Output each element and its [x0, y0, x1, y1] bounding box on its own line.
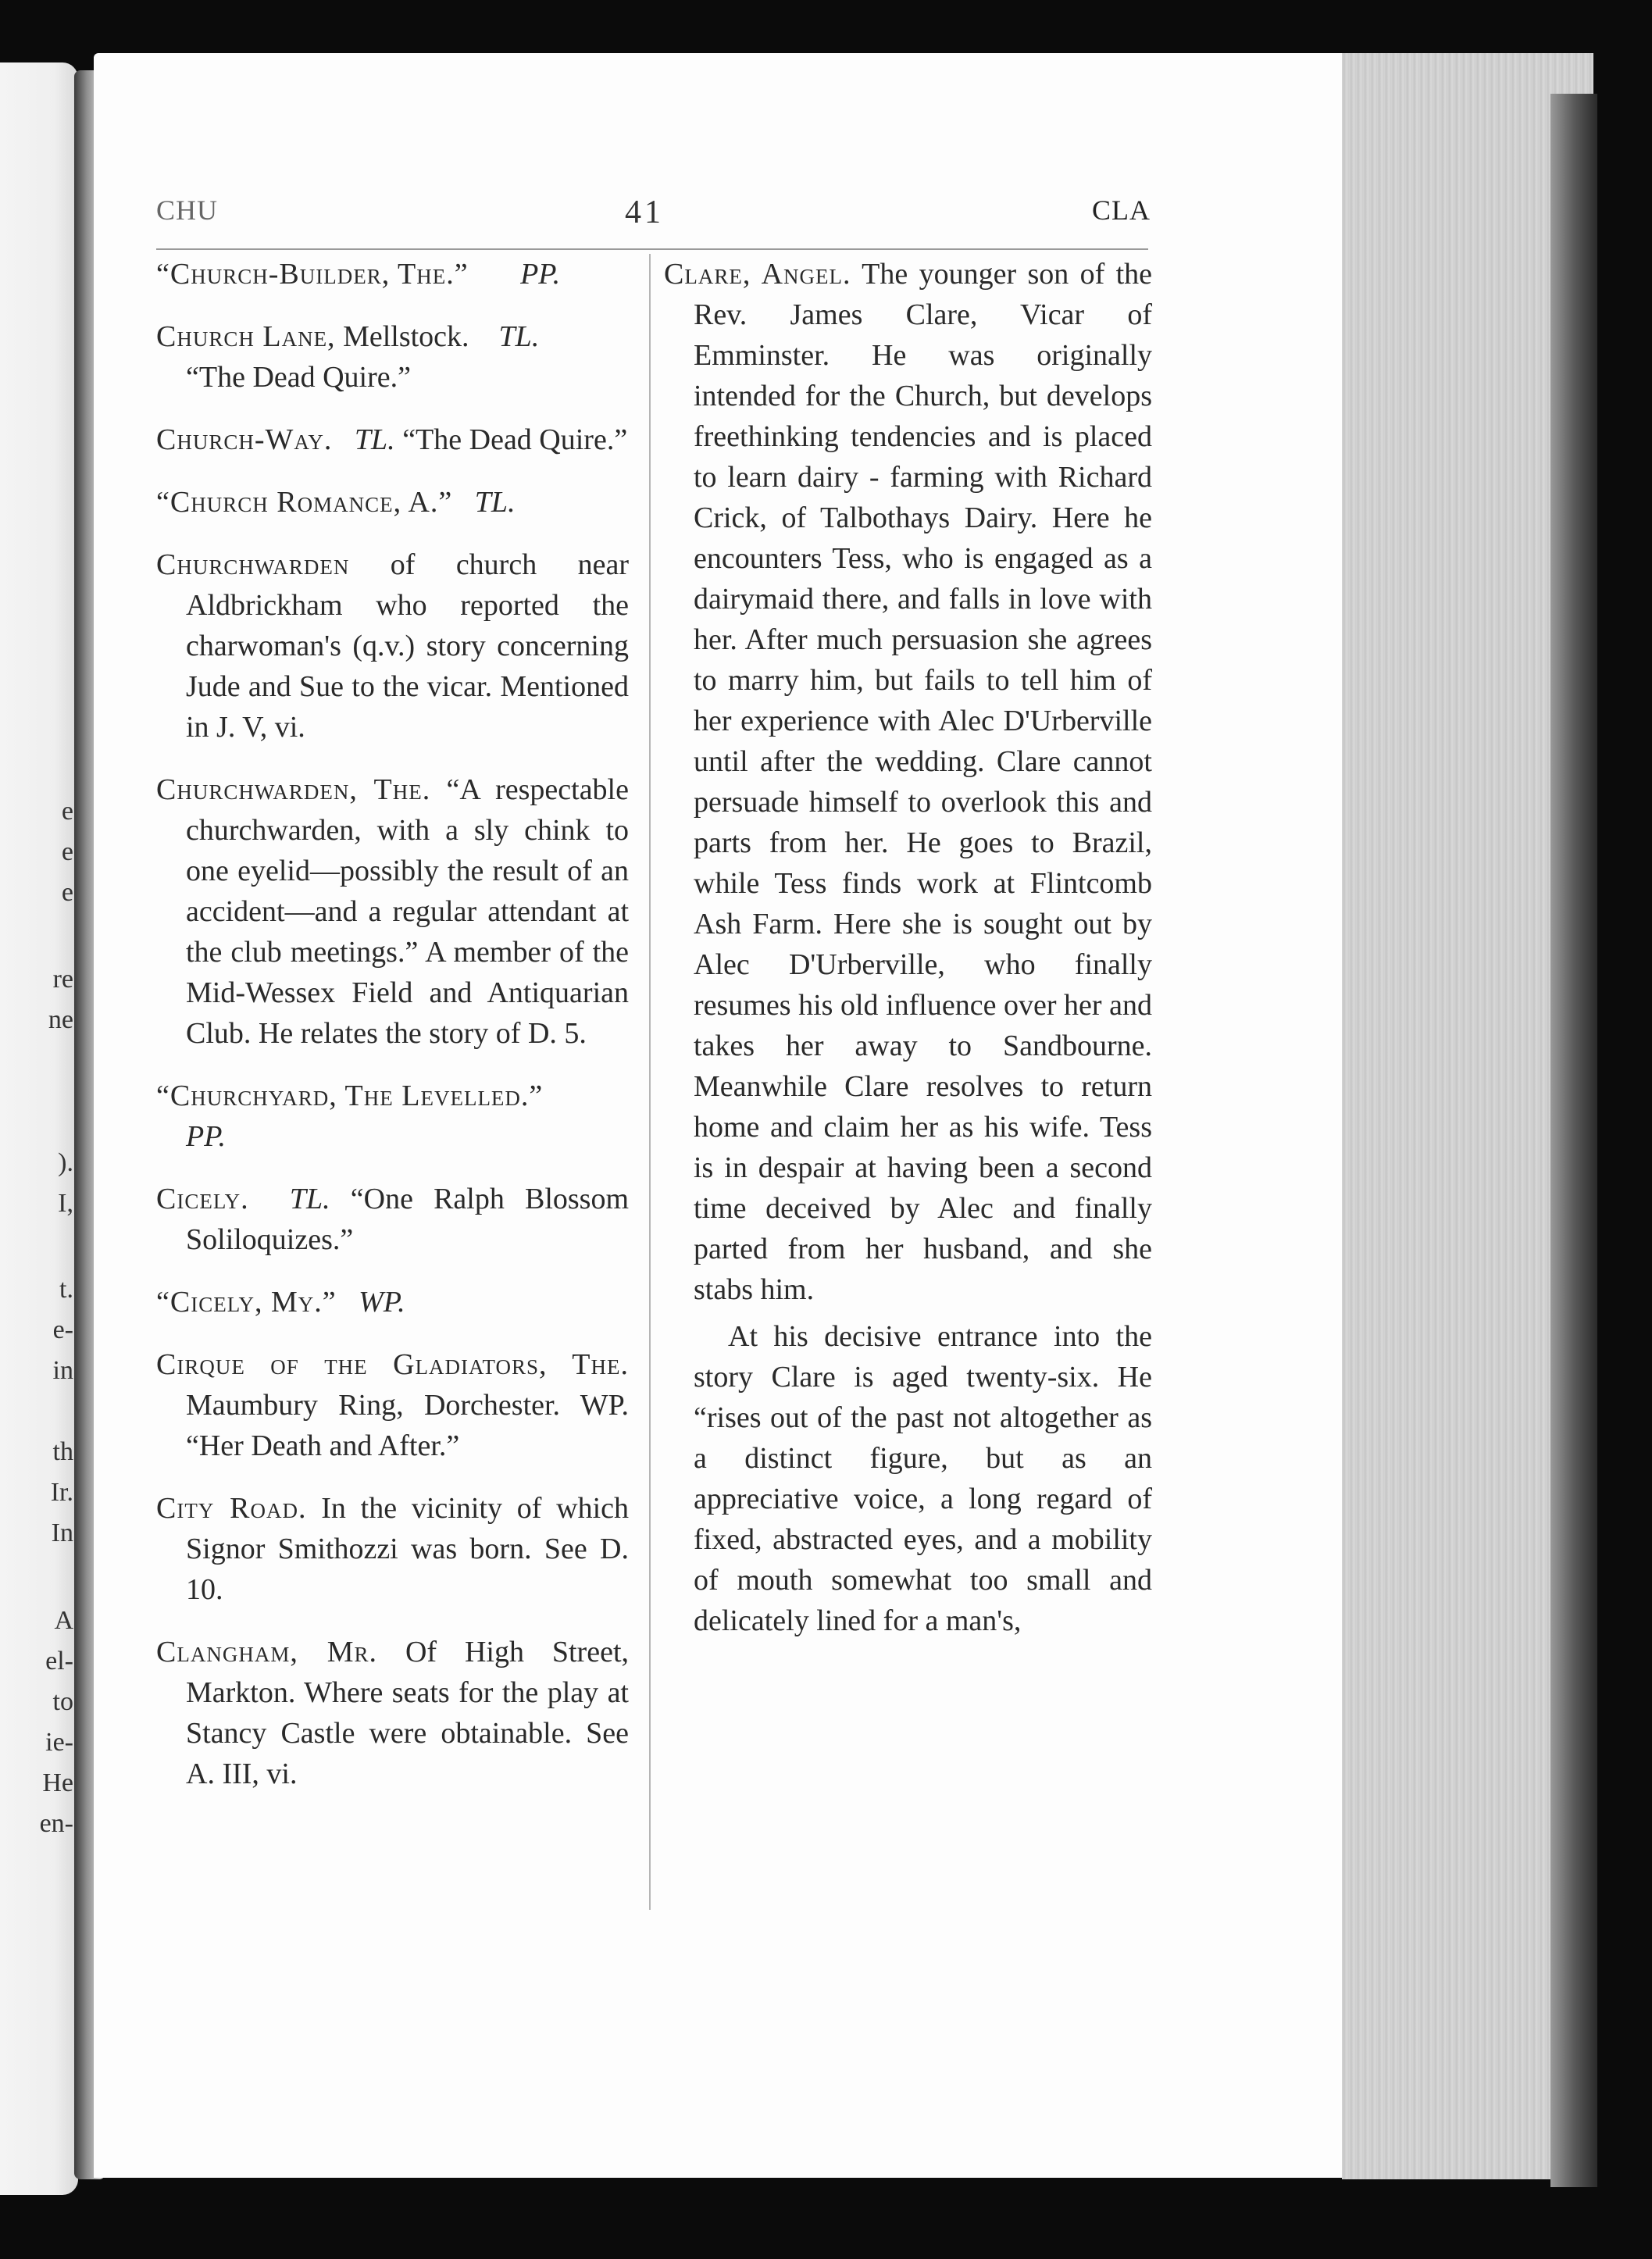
- prev-fragment: el-: [45, 1647, 73, 1676]
- entry-cirque-gladiators: [156, 1344, 629, 1466]
- right-column: [664, 254, 1152, 1641]
- entry-text: “The Dead Quire.”: [402, 423, 628, 456]
- entry-clare-angel-para2: At his decisive entrance into the story Clare is aged twenty-six. He “rises out of the past not altogether as a distinct figure, but as an appreciative voice, a long regard of fixed, abstracted eyes, and a mobility of mouth somewhat too small and delicately lined for a man's,: [694, 1320, 1152, 1637]
- prev-fragment: ie-: [45, 1728, 73, 1757]
- prev-fragment: ).: [58, 1148, 73, 1177]
- entry-ref: PP.: [186, 1120, 227, 1153]
- entry-head: “Cicely, My.”: [156, 1286, 337, 1319]
- previous-page-edge: [0, 62, 78, 2195]
- prev-fragment: th: [52, 1437, 73, 1466]
- entry-text: In the vicinity of which Signor Smithozzi was born. See D. 10.: [186, 1492, 630, 1606]
- prev-fragment: e: [61, 878, 73, 907]
- entry-text: of church near Aldbrickham who reported the charwoman's (q.v.) story concerning Jude and Sue to the vicar. Mentioned in J. V, vi.: [186, 548, 629, 744]
- entry-city-road: [156, 1488, 629, 1610]
- entry-churchwarden: [156, 544, 629, 748]
- prev-fragment: He: [42, 1768, 73, 1797]
- book-cover-edge: [1550, 94, 1597, 2187]
- prev-fragment: to: [52, 1687, 73, 1716]
- entry-head: Clare, Angel.: [664, 258, 851, 291]
- entry-text: “One Ralph Blossom Soliloquizes.”: [186, 1183, 630, 1256]
- entry-church-way: [156, 419, 629, 460]
- entry-head: Church Lane,: [156, 320, 336, 353]
- entry-head: Cicely.: [156, 1183, 249, 1215]
- page-number: 41: [625, 194, 664, 230]
- entry-church-builder: [156, 254, 629, 294]
- entry-head: “Churchyard, The Levelled.”: [156, 1080, 544, 1112]
- prev-fragment: in: [52, 1356, 73, 1385]
- entry-text: “The Dead Quire.”: [186, 361, 412, 394]
- entry-church-romance: [156, 482, 629, 523]
- entry-text: Mellstock.: [343, 320, 469, 353]
- running-head-right: CLA: [1092, 194, 1151, 226]
- entry-cicely-my: [156, 1282, 629, 1322]
- entry-head: Churchwarden: [156, 548, 350, 581]
- entry-ref: TL.: [354, 423, 395, 456]
- prev-fragment: Ir.: [50, 1478, 73, 1507]
- left-column: [156, 254, 629, 1816]
- entry-text: Maumbury Ring, Dorchester. WP. “Her Death and After.”: [186, 1389, 629, 1462]
- entry-head: City Road.: [156, 1492, 307, 1525]
- running-head-left: CHU: [156, 194, 219, 226]
- entry-ref: TL.: [498, 320, 540, 353]
- entry-head: Clangham, Mr.: [156, 1636, 378, 1668]
- entry-churchwarden-the: [156, 769, 629, 1054]
- entry-text: The younger son of the Rev. James Clare, Vicar of Emminster. He was originally intended for the Church, but develops freethinking tendencies and is placed to learn dairy - farming with Richard Crick, of Talbothays Dairy. Here he encounters Tess, who is engaged as a dairymaid there, and falls in love with her. After much persuasion she agrees to marry him, but fails to tell him of her experience with Alec D'Urberville until after the wedding. Clare cannot persuade himself to overlook this and parts from her. He goes to Brazil, while Tess finds work at Flintcomb Ash Farm. Here she is sought out by Alec D'Urberville, who finally resumes his old influence over her and takes her away to Sandbourne. Meanwhile Clare resolves to return home and claim her as his wife. Tess is in despair at having been a second time deceived by Alec and finally parted from her husband, and she stabs him.: [694, 258, 1152, 1306]
- entry-head: “Church Romance, A.”: [156, 486, 453, 519]
- entry-churchyard-levelled: [156, 1076, 629, 1157]
- prev-fragment: I,: [58, 1189, 73, 1218]
- column-rule: [649, 254, 651, 1910]
- prev-fragment: ne: [48, 1005, 73, 1034]
- entry-cicely: [156, 1179, 629, 1260]
- entry-church-lane: [156, 316, 629, 398]
- prev-fragment: A: [54, 1606, 73, 1635]
- prev-fragment: en-: [39, 1809, 73, 1838]
- prev-fragment: re: [52, 965, 73, 994]
- prev-fragment: t.: [59, 1275, 73, 1304]
- prev-fragment: e: [61, 837, 73, 866]
- entry-ref: TL.: [289, 1183, 330, 1215]
- prev-fragment: In: [51, 1518, 73, 1547]
- entry-ref: WP.: [359, 1286, 405, 1319]
- prev-fragment: e: [61, 797, 73, 826]
- entry-clare-angel: [664, 254, 1152, 1310]
- entry-ref: TL.: [474, 486, 516, 519]
- entry-clangham: [156, 1632, 629, 1794]
- prev-fragment: e-: [52, 1315, 73, 1344]
- entry-text: “A respectable churchwarden, with a sly chink to one eyelid—possibly the result of an accident—and a regular attendant at the club meetings.” A member of the Mid-Wessex Field and Antiquarian Club. He relates the story of D. 5.: [186, 773, 629, 1050]
- entry-ref: PP.: [520, 258, 561, 291]
- entry-head: Churchwarden, The.: [156, 773, 431, 806]
- header-rule: [156, 248, 1148, 250]
- entry-head: “Church-Builder, The.”: [156, 258, 469, 291]
- entry-head: Cirque of the Gladiators, The.: [156, 1348, 629, 1381]
- entry-text: Of High Street, Markton. Where seats for the play at Stancy Castle were obtainable. See A. III, vi.: [186, 1636, 629, 1790]
- entry-head: Church-Way.: [156, 423, 333, 456]
